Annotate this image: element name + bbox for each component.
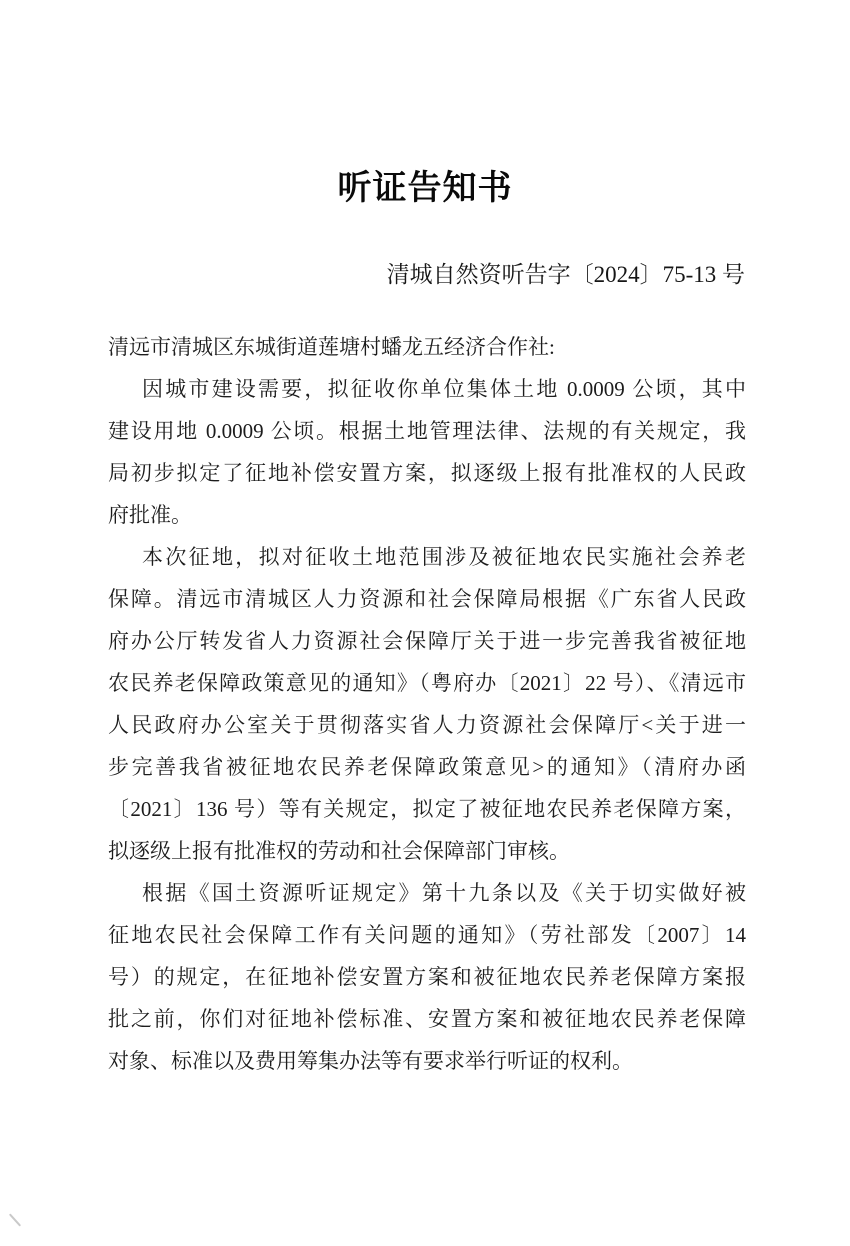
- body-line: 建设用地 0.0009 公顷。根据土地管理法律、法规的有关规定，我: [108, 419, 746, 443]
- document-body: [108, 326, 746, 1082]
- body-line: 号）的规定，在征地补偿安置方案和被征地农民养老保障方案报: [108, 965, 746, 989]
- body-line: 人民政府办公室关于贯彻落实省人力资源社会保障厅<关于进一: [108, 713, 746, 737]
- body-line: 对象、标准以及费用筹集办法等有要求举行听证的权利。: [108, 1049, 633, 1073]
- body-line: 〔2021〕136 号）等有关规定，拟定了被征地农民养老保障方案，: [108, 797, 746, 821]
- body-line: 本次征地，拟对征收土地范围涉及被征地农民实施社会养老: [142, 545, 746, 569]
- body-line: 拟逐级上报有批准权的劳动和社会保障部门审核。: [108, 839, 570, 863]
- body-line: 保障。清远市清城区人力资源和社会保障局根据《广东省人民政: [108, 587, 746, 611]
- addressee-line: 清远市清城区东城街道莲塘村蟠龙五经济合作社:: [108, 335, 555, 359]
- body-line: 府批准。: [108, 503, 192, 527]
- body-line: 府办公厅转发省人力资源社会保障厅关于进一步完善我省被征地: [108, 629, 746, 653]
- document-number: 清城自然资听告字〔2024〕75-13 号: [386, 262, 745, 287]
- body-line: 征地农民社会保障工作有关问题的通知》（劳社部发〔2007〕14: [108, 923, 746, 947]
- body-line: 局初步拟定了征地补偿安置方案，拟逐级上报有批准权的人民政: [108, 461, 746, 485]
- body-line: 因城市建设需要，拟征收你单位集体土地 0.0009 公顷，其中: [142, 377, 746, 401]
- scan-artifact-mark: [9, 1213, 21, 1226]
- body-line: 步完善我省被征地农民养老保障政策意见>的通知》（清府办函: [108, 755, 746, 779]
- document-title: 听证告知书: [337, 169, 513, 207]
- body-line: 根据《国土资源听证规定》第十九条以及《关于切实做好被: [142, 881, 746, 905]
- body-line: 批之前，你们对征地补偿标准、安置方案和被征地农民养老保障: [108, 1007, 746, 1031]
- body-line: 农民养老保障政策意见的通知》（粤府办〔2021〕22 号）、《清远市: [108, 671, 746, 695]
